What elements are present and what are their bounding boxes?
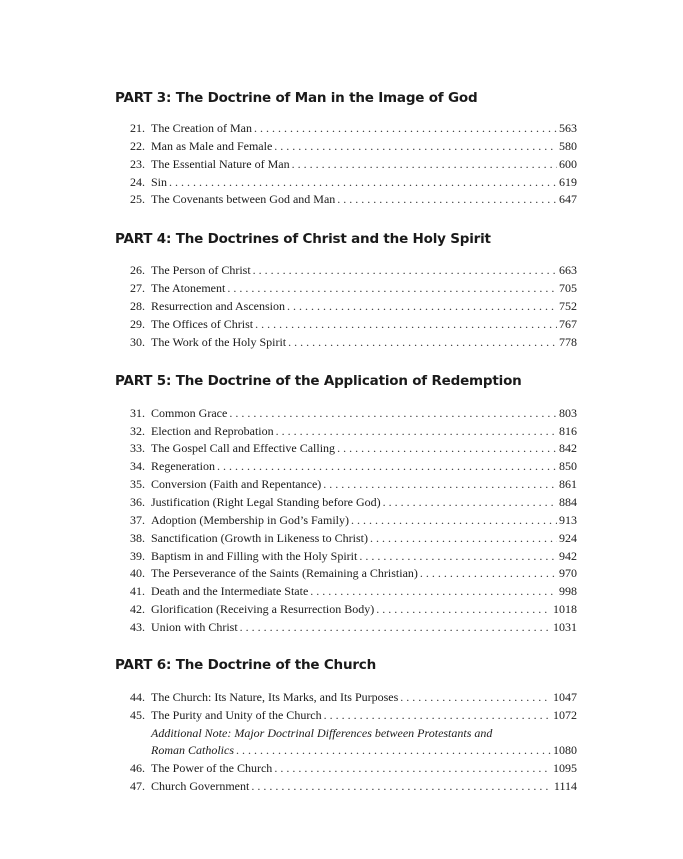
entry-page: 1095 — [553, 761, 577, 775]
dot-leader — [274, 759, 551, 777]
entry-page: 663 — [559, 263, 577, 277]
entry-page: 1018 — [553, 602, 577, 616]
dot-leader — [229, 404, 557, 422]
entry-page: 778 — [559, 335, 577, 349]
toc-entry[interactable] — [115, 547, 577, 565]
dot-leader — [324, 706, 551, 724]
entry-number: 26. — [130, 263, 145, 277]
entry-page: 619 — [559, 175, 577, 189]
entry-number: 29. — [130, 317, 145, 331]
entry-page: 884 — [559, 495, 577, 509]
toc-entry[interactable] — [115, 261, 577, 279]
entry-number: 31. — [130, 406, 145, 420]
entry-number: 25. — [130, 192, 145, 206]
entry-title: The Perseverance of the Saints (Remaining a Christian) — [151, 566, 418, 580]
dot-leader — [254, 119, 557, 137]
dot-leader — [370, 529, 557, 547]
entry-page: 600 — [559, 157, 577, 171]
entry-page: 705 — [559, 281, 577, 295]
dot-leader — [292, 155, 557, 173]
entry-page: 816 — [559, 424, 577, 438]
entry-number: 47. — [130, 779, 145, 793]
dot-leader — [255, 315, 557, 333]
entry-page: 1114 — [553, 779, 577, 793]
entry-number: 37. — [130, 513, 145, 527]
dot-leader — [217, 457, 557, 475]
dot-leader — [274, 137, 557, 155]
entry-number: 21. — [130, 121, 145, 135]
entry-page: 850 — [559, 459, 577, 473]
toc-entry[interactable] — [115, 759, 577, 777]
entry-title: The Gospel Call and Effective Calling — [151, 441, 336, 455]
entry-title: The Power of the Church — [151, 761, 273, 775]
entry-title: The Covenants between God and Man — [151, 192, 336, 206]
toc-entry[interactable] — [115, 439, 577, 457]
toc-entry[interactable] — [115, 688, 577, 706]
toc-entry[interactable] — [115, 315, 577, 333]
dot-leader — [169, 173, 557, 191]
entry-page: 970 — [559, 566, 577, 580]
dot-leader — [276, 422, 557, 440]
entry-number: 41. — [130, 584, 145, 598]
entry-number: 22. — [130, 139, 145, 153]
entry-number: 32. — [130, 424, 145, 438]
entry-number: 42. — [130, 602, 145, 616]
entry-title: Common Grace — [151, 406, 228, 420]
entry-page: 998 — [559, 584, 577, 598]
entry-title: Conversion (Faith and Repentance) — [151, 477, 322, 491]
entry-title: The Purity and Unity of the Church — [151, 708, 322, 722]
toc-entry[interactable] — [115, 155, 577, 173]
entry-number: 24. — [130, 175, 145, 189]
entry-title: Union with Christ — [151, 620, 238, 634]
dot-leader — [400, 688, 551, 706]
entry-number: 28. — [130, 299, 145, 313]
part-3-heading: PART 3: The Doctrine of Man in the Image of God — [115, 90, 478, 106]
dot-leader — [337, 190, 557, 208]
entry-number: 34. — [130, 459, 145, 473]
entry-number: 40. — [130, 566, 145, 580]
entry-page: 1047 — [553, 690, 577, 704]
toc-entry[interactable] — [115, 706, 577, 724]
entry-page: 647 — [559, 192, 577, 206]
entry-title: Regeneration — [151, 459, 215, 473]
entry-number: 36. — [130, 495, 145, 509]
toc-entry[interactable] — [115, 582, 577, 600]
toc-entry[interactable] — [115, 173, 577, 191]
toc-entry[interactable] — [115, 618, 577, 636]
entry-title: The Atonement — [151, 281, 226, 295]
dot-leader — [376, 600, 551, 618]
toc-entry[interactable] — [115, 529, 577, 547]
entry-title: Election and Reprobation — [151, 424, 274, 438]
dot-leader — [383, 493, 557, 511]
entry-title: Sin — [151, 175, 168, 189]
entry-title: The Person of Christ — [151, 263, 251, 277]
entry-page: 861 — [559, 477, 577, 491]
entry-number: 45. — [130, 708, 145, 722]
toc-entry[interactable] — [115, 600, 577, 618]
dot-leader — [288, 333, 557, 351]
additional-note-line-1[interactable]: Additional Note: Major Doctrinal Differences between Protestants and — [151, 726, 493, 740]
dot-leader — [251, 777, 552, 795]
entry-title: The Church: Its Nature, Its Marks, and Its Purposes — [151, 690, 399, 704]
toc-entry[interactable] — [115, 475, 577, 493]
entry-title: The Offices of Christ — [151, 317, 254, 331]
entry-title: Justification (Right Legal Standing before God) — [151, 495, 381, 509]
toc-entry[interactable] — [115, 777, 577, 795]
part-6-heading: PART 6: The Doctrine of the Church — [115, 657, 377, 673]
toc-entry[interactable] — [115, 511, 577, 529]
dot-leader — [287, 297, 557, 315]
part-5-heading: PART 5: The Doctrine of the Application of Redemption — [115, 373, 522, 389]
toc-entry[interactable] — [115, 333, 577, 351]
additional-note-line-2: Roman Catholics — [151, 743, 234, 757]
toc-entry[interactable] — [115, 137, 577, 155]
entry-number: 43. — [130, 620, 145, 634]
dot-leader — [310, 582, 557, 600]
dot-leader — [420, 564, 557, 582]
toc-entry[interactable] — [115, 190, 577, 208]
toc-entry[interactable] — [115, 493, 577, 511]
dot-leader — [351, 511, 557, 529]
entry-number: 44. — [130, 690, 145, 704]
dot-leader — [337, 439, 557, 457]
entry-page: 1080 — [553, 743, 577, 757]
entry-title: Glorification (Receiving a Resurrection Body) — [151, 602, 375, 616]
dot-leader — [236, 741, 551, 759]
entry-page: 767 — [559, 317, 577, 331]
toc-entry[interactable] — [115, 119, 577, 137]
entry-number: 35. — [130, 477, 145, 491]
entry-page: 942 — [559, 549, 577, 563]
entry-number: 39. — [130, 549, 145, 563]
entry-title: Sanctification (Growth in Likeness to Christ) — [151, 531, 368, 545]
part-4-heading: PART 4: The Doctrines of Christ and the Holy Spirit — [115, 231, 491, 247]
entry-title: Baptism in and Filling with the Holy Spirit — [151, 549, 358, 563]
toc-entry[interactable] — [115, 404, 577, 422]
entry-title: The Essential Nature of Man — [151, 157, 290, 171]
entry-number: 38. — [130, 531, 145, 545]
entry-page: 1072 — [553, 708, 577, 722]
entry-title: The Creation of Man — [151, 121, 252, 135]
entry-page: 1031 — [553, 620, 577, 634]
entry-number: 46. — [130, 761, 145, 775]
additional-note-entry[interactable] — [115, 741, 577, 759]
dot-leader — [323, 475, 557, 493]
toc-entry[interactable] — [115, 279, 577, 297]
entry-title: Man as Male and Female — [151, 139, 273, 153]
entry-page: 580 — [559, 139, 577, 153]
entry-number: 33. — [130, 441, 145, 455]
entry-number: 27. — [130, 281, 145, 295]
entry-number: 30. — [130, 335, 145, 349]
dot-leader — [240, 618, 551, 636]
entry-page: 924 — [559, 531, 577, 545]
entry-page: 803 — [559, 406, 577, 420]
entry-page: 752 — [559, 299, 577, 313]
toc-entry[interactable] — [115, 297, 577, 315]
entry-title: Resurrection and Ascension — [151, 299, 285, 313]
dot-leader — [253, 261, 557, 279]
dot-leader — [359, 547, 557, 565]
entry-title: Church Government — [151, 779, 250, 793]
entry-title: The Work of the Holy Spirit — [151, 335, 287, 349]
toc-entry[interactable] — [115, 564, 577, 582]
entry-title: Death and the Intermediate State — [151, 584, 309, 598]
entry-page: 913 — [559, 513, 577, 527]
entry-page: 563 — [559, 121, 577, 135]
entry-title: Adoption (Membership in God’s Family) — [151, 513, 349, 527]
toc-entry[interactable] — [115, 457, 577, 475]
entry-number: 23. — [130, 157, 145, 171]
toc-entry[interactable] — [115, 422, 577, 440]
entry-page: 842 — [559, 441, 577, 455]
dot-leader — [227, 279, 557, 297]
